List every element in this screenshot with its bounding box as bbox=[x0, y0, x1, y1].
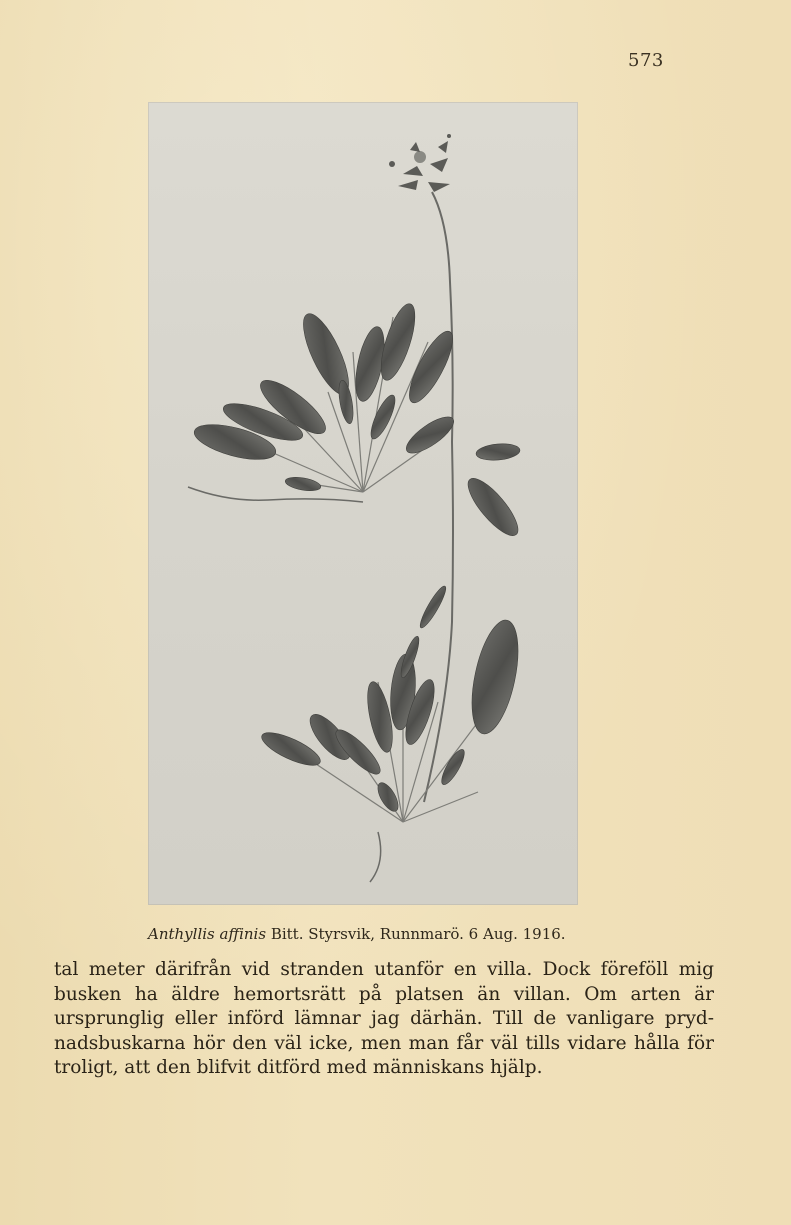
text-line: troligt, att den blifvit ditförd med människans hjälp. bbox=[54, 1057, 543, 1078]
caption-species: Anthyllis affinis bbox=[148, 925, 267, 943]
plant-specimen-photo bbox=[148, 102, 578, 905]
specimen-illustration bbox=[148, 102, 578, 905]
text-line: ursprunglig eller införd lämnar jag därhän. Till de vanligare pryd- bbox=[54, 1008, 714, 1029]
lower-rosette bbox=[258, 584, 527, 822]
stems bbox=[188, 192, 453, 882]
text-line: nadsbuskarna hör den väl icke, men man får väl tills vidare hålla för bbox=[54, 1032, 714, 1054]
caption-details: Bitt. Styrsvik, Runnmarö. 6 Aug. 1916. bbox=[266, 925, 566, 943]
upper-rosette bbox=[191, 300, 526, 542]
text-line: tal meter därifrån vid stranden utanför en villa. Dock föreföll mig bbox=[54, 959, 714, 980]
page-number: 573 bbox=[628, 50, 664, 71]
body-paragraph bbox=[54, 958, 714, 1081]
figure-caption bbox=[148, 925, 608, 943]
text-line: busken ha äldre hemortsrätt på platsen än villan. Om arten är bbox=[54, 983, 714, 1005]
flower-head bbox=[389, 134, 451, 192]
